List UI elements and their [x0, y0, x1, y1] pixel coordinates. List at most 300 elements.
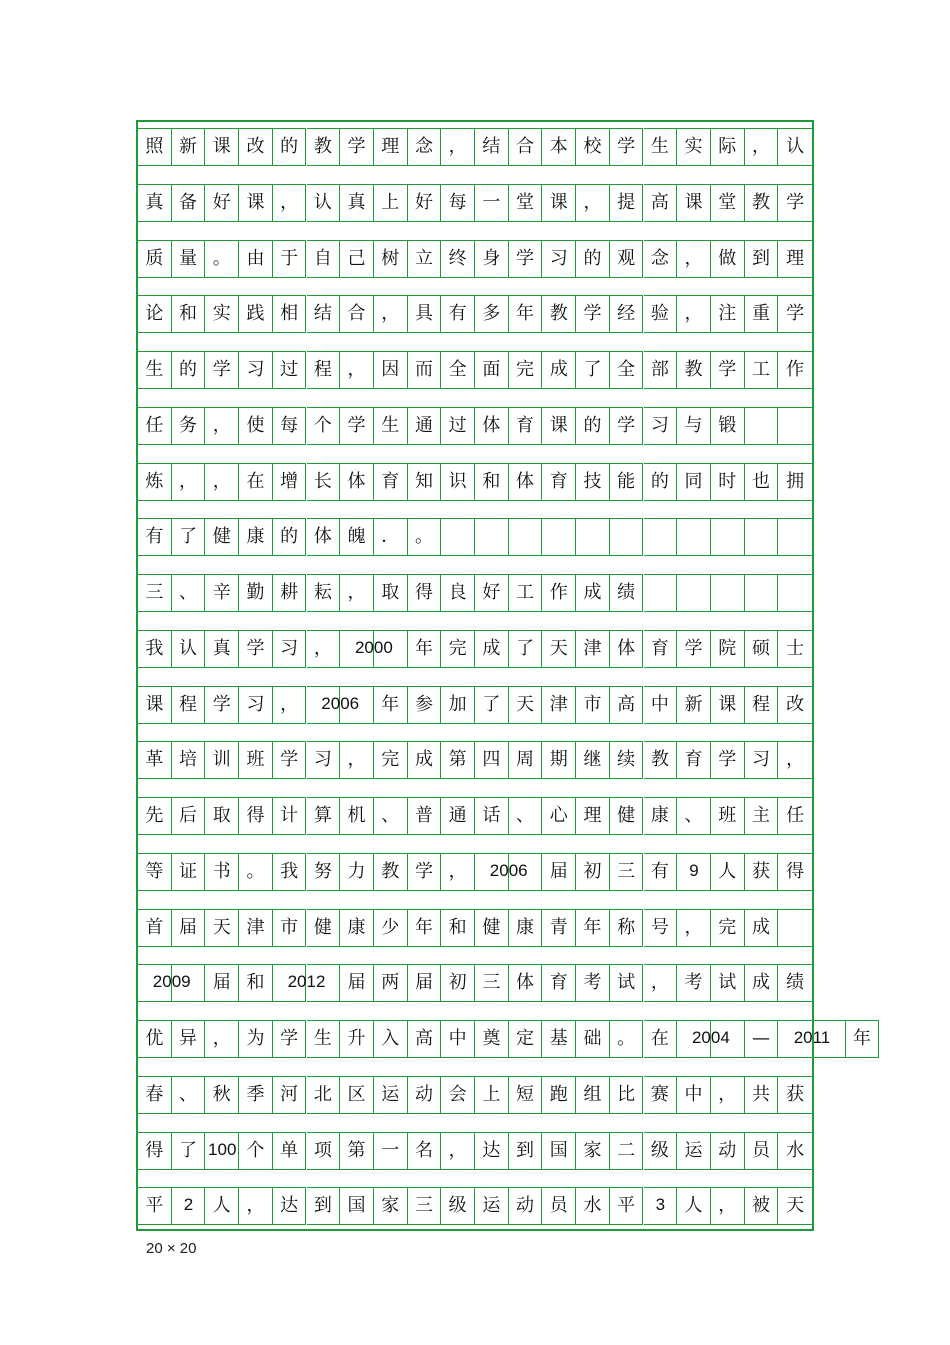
- grid-cell: 有: [441, 295, 475, 333]
- grid-cell: 一: [374, 1132, 408, 1170]
- grid-cell: 观: [610, 240, 644, 278]
- grid-cell: 认: [778, 128, 812, 166]
- grid-cell: 程: [172, 686, 206, 724]
- grid-cell: 同: [677, 463, 711, 501]
- grid-cell: 。: [610, 1020, 644, 1058]
- grid-cell: 新: [677, 686, 711, 724]
- grid-cell: 好: [408, 184, 442, 222]
- grid-cell: ，: [307, 630, 341, 668]
- grid-cell: 赛: [644, 1076, 678, 1114]
- grid-line: [138, 407, 812, 445]
- grid-cell: 天: [778, 1187, 812, 1225]
- grid-cell: 届: [408, 964, 442, 1002]
- grid-number: 2011: [793, 1028, 831, 1047]
- grid-cell: 名: [408, 1132, 442, 1170]
- grid-cell: ，: [576, 184, 610, 222]
- grid-cell: ，: [172, 463, 206, 501]
- grid-cell: 在: [644, 1020, 678, 1058]
- grid-cell: 实: [677, 128, 711, 166]
- grid-cell: 育: [644, 630, 678, 668]
- grid-cell: 体: [307, 518, 341, 556]
- grid-cell: 跑: [542, 1076, 576, 1114]
- grid-cell: 短: [509, 1076, 543, 1114]
- grid-cell: 高: [644, 184, 678, 222]
- grid-cell: 良: [441, 574, 475, 612]
- grid-cell: 课: [711, 686, 745, 724]
- grid-cell: 结: [307, 295, 341, 333]
- grid-cell: 部: [644, 351, 678, 389]
- grid-cell: 勤: [239, 574, 273, 612]
- grid-cell: 自: [307, 240, 341, 278]
- grid-line: [138, 686, 812, 724]
- grid-line: [138, 741, 812, 779]
- grid-cell: 作: [778, 351, 812, 389]
- grid-cell: 合: [340, 295, 374, 333]
- grid-cell: 康: [509, 909, 543, 947]
- grid-line: [138, 797, 812, 835]
- grid-cell: 训: [205, 741, 239, 779]
- grid-cell: 证: [172, 853, 206, 891]
- grid-cell: 全: [441, 351, 475, 389]
- grid-cell: 学: [509, 240, 543, 278]
- grid-cell: 培: [172, 741, 206, 779]
- grid-cell: 继: [576, 741, 610, 779]
- grid-cell: ，: [778, 741, 812, 779]
- grid-cell: 使: [239, 407, 273, 445]
- grid-cell: 学: [205, 686, 239, 724]
- grid-cell: 完: [711, 909, 745, 947]
- grid-cell: 时: [711, 463, 745, 501]
- grid-cell: 课: [677, 184, 711, 222]
- grid-cell: 健: [205, 518, 239, 556]
- grid-cell: 相: [273, 295, 307, 333]
- grid-cell: 定: [509, 1020, 543, 1058]
- grid-cell: 每: [441, 184, 475, 222]
- grid-cell-empty: [778, 407, 812, 445]
- grid-cell: 真: [340, 184, 374, 222]
- grid-cell: 北: [307, 1076, 341, 1114]
- grid-cell: 长: [307, 463, 341, 501]
- grid-cell: 高: [408, 1020, 442, 1058]
- grid-cell: 到: [745, 240, 779, 278]
- grid-cell-empty: [711, 574, 745, 612]
- grid-cell: 达: [273, 1187, 307, 1225]
- grid-cell: 成: [542, 351, 576, 389]
- grid-cell: 任: [778, 797, 812, 835]
- grid-cell: 有: [644, 853, 678, 891]
- grid-cell: 心: [542, 797, 576, 835]
- grid-cell: ．: [374, 518, 408, 556]
- grid-cell: 算: [307, 797, 341, 835]
- grid-cell: 健: [475, 909, 509, 947]
- grid-cell: 取: [205, 797, 239, 835]
- grid-cell: 。: [408, 518, 442, 556]
- grid-cell: 个: [239, 1132, 273, 1170]
- grid-cell: 达: [475, 1132, 509, 1170]
- grid-cell: 。: [239, 853, 273, 891]
- grid-cell: 通: [441, 797, 475, 835]
- grid-cell: 年: [509, 295, 543, 333]
- grid-cell: ，: [677, 909, 711, 947]
- grid-cell: 年: [576, 909, 610, 947]
- grid-number: 2: [183, 1195, 194, 1215]
- grid-cell-empty: [509, 518, 543, 556]
- grid-cell: 多: [475, 295, 509, 333]
- grid-cell: 能: [610, 463, 644, 501]
- grid-cell: 了: [576, 351, 610, 389]
- grid-cell: 学: [205, 351, 239, 389]
- grid-cell: 得: [408, 574, 442, 612]
- grid-cell-empty: [745, 574, 779, 612]
- grid-cell: 被: [745, 1187, 779, 1225]
- grid-cell: —: [745, 1020, 779, 1058]
- grid-number: 2004: [691, 1028, 730, 1047]
- grid-cell: 通: [408, 407, 442, 445]
- grid-cell: 新: [172, 128, 206, 166]
- grid-cell-empty: [542, 518, 576, 556]
- grid-cell: 家: [374, 1187, 408, 1225]
- grid-cell-empty: [610, 518, 644, 556]
- grid-cell: 验: [644, 295, 678, 333]
- grid-line: [138, 630, 812, 668]
- grid-cell: 健: [610, 797, 644, 835]
- grid-cell: 计: [273, 797, 307, 835]
- grid-cell: 了: [475, 686, 509, 724]
- grid-cell: 。: [205, 240, 239, 278]
- grid-cell: 和: [172, 295, 206, 333]
- grid-cell: 第: [340, 1132, 374, 1170]
- grid-cell: 学: [340, 128, 374, 166]
- grid-cell: 书: [205, 853, 239, 891]
- grid-cell: 而: [408, 351, 442, 389]
- grid-cell: 生: [644, 128, 678, 166]
- grid-cell: ，: [644, 964, 678, 1002]
- grid-cell: 完: [441, 630, 475, 668]
- grid-cell: 绩: [610, 574, 644, 612]
- grid-cell: 主: [745, 797, 779, 835]
- grid-cell: ，: [711, 1187, 745, 1225]
- grid-cell: 体: [509, 463, 543, 501]
- grid-cell: 堂: [509, 184, 543, 222]
- grid-cell: 念: [408, 128, 442, 166]
- grid-cell-empty: [677, 574, 711, 612]
- grid-cell: 堂: [711, 184, 745, 222]
- grid-cell: 到: [509, 1132, 543, 1170]
- grid-cell: 终: [441, 240, 475, 278]
- grid-cell: 奠: [475, 1020, 509, 1058]
- grid-cell: 力: [340, 853, 374, 891]
- grid-cell: 考: [576, 964, 610, 1002]
- grid-cell: 学: [340, 407, 374, 445]
- grid-cell: 个: [307, 407, 341, 445]
- grid-cell: 第: [441, 741, 475, 779]
- grid-cell: 锻: [711, 407, 745, 445]
- grid-cell: 因: [374, 351, 408, 389]
- grid-cell: ，: [273, 184, 307, 222]
- grid-cell: 程: [307, 351, 341, 389]
- grid-cell: 三: [475, 964, 509, 1002]
- grid-cell: 量: [172, 240, 206, 278]
- grid-cell: 区: [340, 1076, 374, 1114]
- grid-cell: 经: [610, 295, 644, 333]
- grid-line: [138, 1020, 872, 1058]
- grid-cell: 立: [408, 240, 442, 278]
- grid-cell: 津: [239, 909, 273, 947]
- grid-cell: 获: [745, 853, 779, 891]
- grid-cell: 康: [644, 797, 678, 835]
- grid-cell: 初: [441, 964, 475, 1002]
- grid-number: 2006: [321, 693, 360, 713]
- grid-cell: 士: [778, 630, 812, 668]
- grid-cell: 得: [239, 797, 273, 835]
- grid-cell: 习: [307, 741, 341, 779]
- grid-cell: 一: [475, 184, 509, 222]
- grid-cell: 提: [610, 184, 644, 222]
- grid-cell: 体: [509, 964, 543, 1002]
- grid-cell: 上: [475, 1076, 509, 1114]
- grid-cell: 天: [205, 909, 239, 947]
- grid-cell: 中: [677, 1076, 711, 1114]
- grid-cell: ，: [374, 295, 408, 333]
- grid-cell: 和: [239, 964, 273, 1002]
- grid-number: 2009: [152, 972, 191, 992]
- grid-cell: 教: [677, 351, 711, 389]
- grid-cell: 改: [778, 686, 812, 724]
- grid-line: [138, 463, 812, 501]
- grid-cell: 号: [644, 909, 678, 947]
- grid-cell: ，: [205, 1020, 239, 1058]
- grid-cell: 学: [239, 630, 273, 668]
- grid-cell: ，: [205, 407, 239, 445]
- grid-cell: 动: [408, 1076, 442, 1114]
- grid-line: [138, 295, 812, 333]
- grid-cell: 、: [374, 797, 408, 835]
- grid-cell: 学: [711, 741, 745, 779]
- grid-cell: 家: [576, 1132, 610, 1170]
- grid-cell-empty: [711, 518, 745, 556]
- grid-line: [138, 128, 812, 166]
- grid-cell: 改: [239, 128, 273, 166]
- grid-cell: 真: [205, 630, 239, 668]
- grid-cell: 我: [273, 853, 307, 891]
- grid-cell: 上: [374, 184, 408, 222]
- grid-cell: 年: [408, 909, 442, 947]
- grid-cell: 话: [475, 797, 509, 835]
- grid-cell: 课: [542, 407, 576, 445]
- grid-cell: 习: [644, 407, 678, 445]
- grid-cell: 异: [172, 1020, 206, 1058]
- grid-cell: 辛: [205, 574, 239, 612]
- grid-cell: 的: [273, 518, 307, 556]
- grid-cell: 学: [711, 351, 745, 389]
- grid-cell-empty: [644, 574, 678, 612]
- grid-cell: 人: [205, 1187, 239, 1225]
- manuscript-grid: [136, 120, 872, 1231]
- grid-cell: 运: [374, 1076, 408, 1114]
- grid-cell: 课: [138, 686, 172, 724]
- grid-cell: 、: [677, 797, 711, 835]
- grid-cell: 入: [374, 1020, 408, 1058]
- grid-cell: ，: [205, 463, 239, 501]
- grid-cell: 在: [239, 463, 273, 501]
- grid-cell: 级: [441, 1187, 475, 1225]
- grid-cell: 初: [576, 853, 610, 891]
- grid-cell: 等: [138, 853, 172, 891]
- grid-line: [138, 1076, 812, 1114]
- grid-cell: 学: [677, 630, 711, 668]
- grid-cell-empty: [644, 518, 678, 556]
- grid-cell: 天: [542, 630, 576, 668]
- grid-cell: 知: [408, 463, 442, 501]
- grid-cell: 了: [172, 518, 206, 556]
- grid-cell: 革: [138, 741, 172, 779]
- grid-cell: 拥: [778, 463, 812, 501]
- grid-cell: 真: [138, 184, 172, 222]
- grid-cell: 做: [711, 240, 745, 278]
- grid-cell-empty: [576, 518, 610, 556]
- grid-cell: 季: [239, 1076, 273, 1114]
- grid-cell: 成: [408, 741, 442, 779]
- grid-cell: 全: [610, 351, 644, 389]
- grid-cell: 和: [441, 909, 475, 947]
- grid-cell: 先: [138, 797, 172, 835]
- grid-cell: 水: [778, 1132, 812, 1170]
- grid-cell: 届: [542, 853, 576, 891]
- grid-cell: 津: [576, 630, 610, 668]
- grid-cell: 运: [475, 1187, 509, 1225]
- grid-cell: 学: [273, 1020, 307, 1058]
- grid-cell: ，: [677, 240, 711, 278]
- grid-cell: 教: [307, 128, 341, 166]
- grid-line: [138, 240, 812, 278]
- grid-cell: 身: [475, 240, 509, 278]
- grid-cell: 的: [576, 240, 610, 278]
- grid-cell: 基: [542, 1020, 576, 1058]
- grid-cell: 到: [307, 1187, 341, 1225]
- grid-cell: 市: [273, 909, 307, 947]
- grid-cell: 炼: [138, 463, 172, 501]
- grid-cell: 工: [509, 574, 543, 612]
- grid-cell: 比: [610, 1076, 644, 1114]
- grid-cell: 的: [273, 128, 307, 166]
- grid-cell: 、: [172, 1076, 206, 1114]
- grid-cell: 念: [644, 240, 678, 278]
- grid-cell: 由: [239, 240, 273, 278]
- grid-cell: ，: [340, 574, 374, 612]
- grid-cell: 论: [138, 295, 172, 333]
- grid-cell: 育: [542, 463, 576, 501]
- grid-cell: 三: [408, 1187, 442, 1225]
- grid-cell: 期: [542, 741, 576, 779]
- grid-cell: 育: [374, 463, 408, 501]
- grid-cell: 体: [610, 630, 644, 668]
- grid-line: [138, 964, 812, 1002]
- grid-cell: 机: [340, 797, 374, 835]
- grid-line: [138, 518, 812, 556]
- grid-cell: 完: [509, 351, 543, 389]
- grid-cell: 增: [273, 463, 307, 501]
- grid-cell: 高: [610, 686, 644, 724]
- grid-cell: 得: [778, 853, 812, 891]
- grid-cell: 实: [205, 295, 239, 333]
- grid-cell: 单: [273, 1132, 307, 1170]
- grid-cell: 校: [576, 128, 610, 166]
- grid-cell: ，: [239, 1187, 273, 1225]
- grid-cell: 青: [542, 909, 576, 947]
- grid-number: 2012: [287, 972, 326, 992]
- grid-cell: 二: [610, 1132, 644, 1170]
- grid-line: [138, 184, 812, 222]
- grid-cell: 续: [610, 741, 644, 779]
- grid-cell: 认: [307, 184, 341, 222]
- grid-cell: 考: [677, 964, 711, 1002]
- grid-cell: 平: [610, 1187, 644, 1225]
- grid-cell: 试: [711, 964, 745, 1002]
- grid-cell: 班: [711, 797, 745, 835]
- grid-cell: 合: [509, 128, 543, 166]
- grid-cell: 中: [644, 686, 678, 724]
- grid-cell: 过: [441, 407, 475, 445]
- grid-cell: 质: [138, 240, 172, 278]
- grid-cell: 理: [374, 128, 408, 166]
- grid-cell: 优: [138, 1020, 172, 1058]
- grid-cell: 过: [273, 351, 307, 389]
- grid-cell: 届: [172, 909, 206, 947]
- grid-cell: 课: [542, 184, 576, 222]
- grid-cell: 春: [138, 1076, 172, 1114]
- grid-cell: 好: [205, 184, 239, 222]
- grid-line: [138, 909, 812, 947]
- grid-cell: ，: [340, 351, 374, 389]
- grid-cell: 生: [307, 1020, 341, 1058]
- grid-cell: ，: [441, 853, 475, 891]
- grid-cell: 成: [745, 909, 779, 947]
- grid-cell: 普: [408, 797, 442, 835]
- grid-cell-empty: [677, 518, 711, 556]
- grid-cell: 秋: [205, 1076, 239, 1114]
- grid-cell: 教: [374, 853, 408, 891]
- grid-cell: 有: [138, 518, 172, 556]
- grid-cell: 院: [711, 630, 745, 668]
- grid-cell: 人: [711, 853, 745, 891]
- grid-cell: 育: [509, 407, 543, 445]
- grid-cell: 会: [441, 1076, 475, 1114]
- grid-cell: 三: [610, 853, 644, 891]
- grid-cell: 取: [374, 574, 408, 612]
- grid-cell: 任: [138, 407, 172, 445]
- grid-cell: 康: [239, 518, 273, 556]
- grid-cell: 本: [542, 128, 576, 166]
- grid-cell: 周: [509, 741, 543, 779]
- grid-cell: 人: [677, 1187, 711, 1225]
- grid-cell: 班: [239, 741, 273, 779]
- grid-cell: 四: [475, 741, 509, 779]
- grid-cell: 员: [542, 1187, 576, 1225]
- grid-cell: 于: [273, 240, 307, 278]
- grid-cell: 项: [307, 1132, 341, 1170]
- grid-cell: 习: [239, 686, 273, 724]
- grid-cell: 届: [340, 964, 374, 1002]
- grid-cell: 年: [374, 686, 408, 724]
- grid-cell-empty: [778, 518, 812, 556]
- grid-cell: 了: [509, 630, 543, 668]
- grid-cell: 参: [408, 686, 442, 724]
- grid-cell: 为: [239, 1020, 273, 1058]
- grid-cell: 年: [846, 1020, 880, 1058]
- grid-cell: 学: [778, 295, 812, 333]
- grid-cell: 试: [610, 964, 644, 1002]
- grid-cell: 理: [576, 797, 610, 835]
